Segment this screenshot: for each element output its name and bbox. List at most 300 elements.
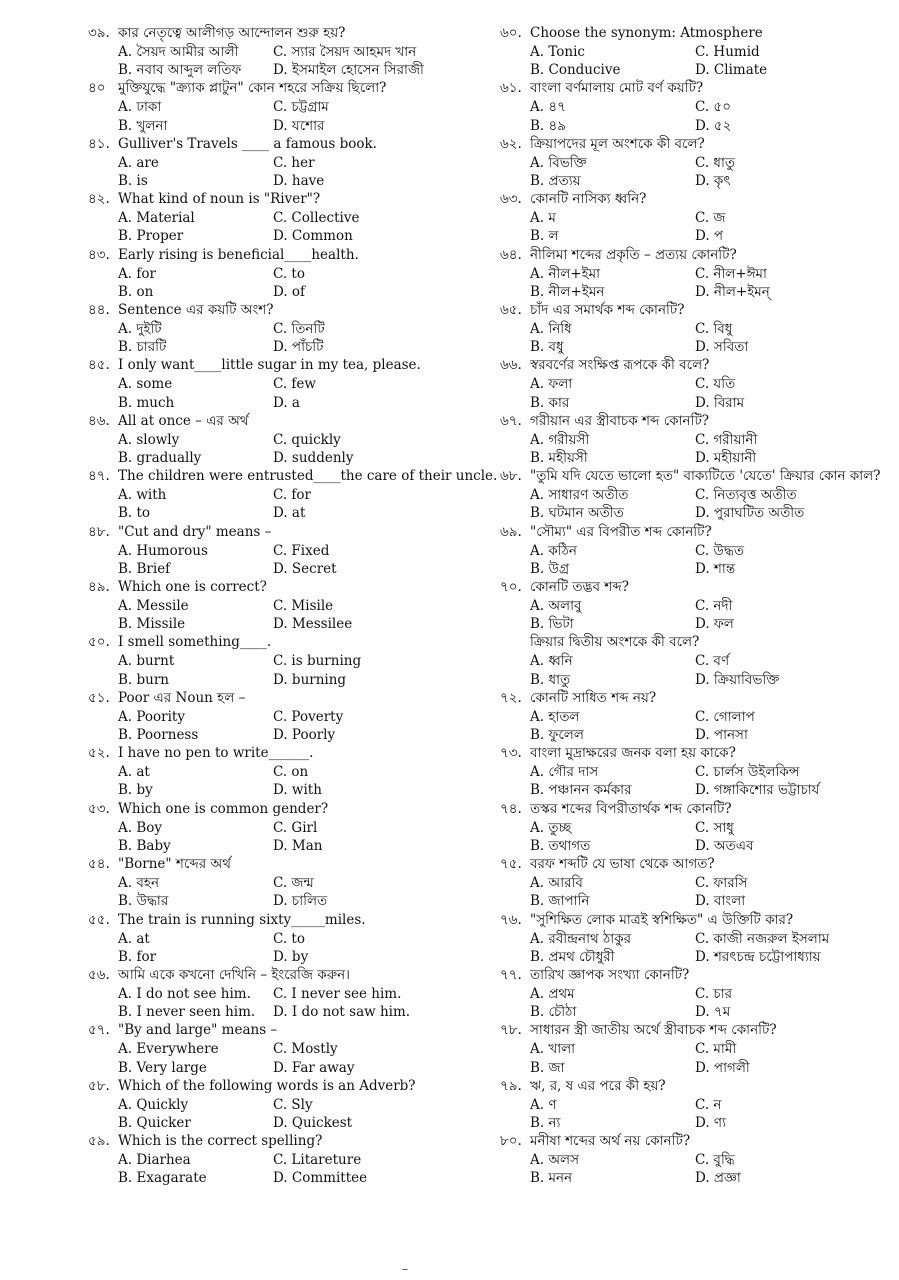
question-item bbox=[500, 1132, 875, 1187]
answer-option: A. গরীয়সী bbox=[530, 431, 590, 448]
answer-option: A. দুইটি bbox=[118, 321, 162, 338]
question-number: ৪৮. bbox=[88, 523, 110, 540]
question-item bbox=[88, 301, 433, 356]
question-item bbox=[500, 523, 875, 578]
answer-option: C. ন bbox=[695, 1096, 722, 1113]
question-line bbox=[88, 1077, 433, 1096]
question-item bbox=[500, 689, 875, 744]
answer-option: A. slowly bbox=[118, 431, 180, 448]
question-number: ৬২. bbox=[500, 135, 522, 152]
question-number: ৫৭. bbox=[88, 1022, 110, 1039]
question-text: Which one is common gender? bbox=[118, 800, 329, 817]
answer-option: B. ভিটা bbox=[530, 616, 574, 633]
answer-option: C. I never see him. bbox=[273, 985, 402, 1002]
answer-option: B. উগ্র bbox=[530, 560, 570, 577]
question-number: ৫৮. bbox=[88, 1077, 110, 1094]
options-grid bbox=[500, 652, 875, 688]
answer-option: B. Missile bbox=[118, 616, 186, 633]
question-text: মনীষা শব্দের অর্থ নয় কোনটি? bbox=[530, 1133, 691, 1150]
answer-option: D. Committee bbox=[273, 1170, 368, 1187]
question-number: ৬৭. bbox=[500, 412, 522, 429]
question-line bbox=[88, 1132, 433, 1151]
answer-option: A. some bbox=[118, 376, 173, 393]
answer-option: D. Climate bbox=[695, 62, 768, 79]
answer-option: B. খুলনা bbox=[118, 117, 168, 134]
question-item bbox=[88, 79, 433, 134]
answer-option: B. burn bbox=[118, 671, 169, 688]
question-text: কার নেতৃত্বে আলীগড় আন্দোলন শুরু হয়? bbox=[118, 25, 346, 41]
question-item bbox=[500, 1021, 875, 1076]
answer-option: A. নিধি bbox=[530, 321, 572, 338]
options-grid bbox=[500, 597, 875, 633]
question-number: ৬০. bbox=[500, 25, 522, 41]
question-line bbox=[500, 578, 875, 597]
question-line bbox=[88, 911, 433, 930]
answer-option: A. বিভক্তি bbox=[530, 154, 587, 171]
answer-option: D. নীল+ইমন্ bbox=[695, 283, 770, 300]
options-grid bbox=[500, 486, 875, 522]
question-number: ৬৬. bbox=[500, 357, 522, 374]
answer-option: C. কাজী নজরুল ইসলাম bbox=[695, 930, 830, 947]
answer-option: C. গরীয়ানী bbox=[695, 431, 758, 448]
question-number: ৭৪. bbox=[500, 800, 522, 817]
answer-option: D. Far away bbox=[273, 1059, 355, 1076]
question-text: "সুশিক্ষিত লোক মাত্রই স্বশিক্ষিত" এ উক্তিটি কার? bbox=[530, 911, 794, 928]
question-line bbox=[500, 24, 875, 43]
options-grid bbox=[88, 265, 433, 301]
options-grid bbox=[88, 763, 433, 799]
question-line bbox=[88, 966, 433, 985]
answer-option: C. জন্ম bbox=[273, 875, 314, 892]
question-text: আমি একে কখনো দেখিনি – ইংরেজি করুন। bbox=[118, 966, 350, 983]
answer-option: A. Everywhere bbox=[118, 1041, 219, 1058]
answer-option: D. যশোর bbox=[273, 117, 325, 134]
answer-option: A. হাতল bbox=[530, 708, 580, 725]
answer-option: B. জা bbox=[530, 1059, 565, 1076]
question-text: সাধারন স্ত্রী জাতীয় অর্থে স্ত্রীবাচক শব্দ কোনটি? bbox=[530, 1022, 777, 1039]
question-text: স্বরবর্ণের সংক্ষিপ্ত রূপকে কী বলে? bbox=[530, 357, 710, 374]
question-text: Poor এর Noun হল – bbox=[118, 689, 246, 706]
answer-option: D. Common bbox=[273, 228, 353, 245]
question-line bbox=[500, 523, 875, 542]
options-grid bbox=[500, 763, 875, 799]
answer-option: D. অতএব bbox=[695, 837, 754, 854]
answer-option: A. অলস bbox=[530, 1152, 580, 1169]
answer-option: B. on bbox=[118, 283, 154, 300]
question-line bbox=[88, 79, 433, 98]
answer-option: B. ফুলেল bbox=[530, 727, 584, 744]
question-item bbox=[500, 744, 875, 799]
answer-option: B. gradually bbox=[118, 450, 202, 467]
answer-option: A. I do not see him. bbox=[118, 985, 251, 1002]
question-line bbox=[88, 633, 433, 652]
answer-option: B. মনন bbox=[530, 1170, 573, 1187]
options-grid bbox=[88, 43, 433, 79]
question-text: "Borne" শব্দের অর্থ bbox=[118, 856, 231, 873]
question-item bbox=[500, 246, 875, 301]
question-item bbox=[500, 855, 875, 910]
question-item bbox=[500, 1077, 875, 1132]
answer-option: C. Mostly bbox=[273, 1041, 338, 1058]
answer-option: D. I do not saw him. bbox=[273, 1004, 411, 1021]
options-grid bbox=[88, 597, 433, 633]
question-item bbox=[88, 467, 498, 522]
question-line bbox=[500, 190, 875, 209]
options-grid bbox=[500, 209, 875, 245]
left-column bbox=[88, 24, 498, 1188]
answer-option: D. পাঁচটি bbox=[273, 339, 324, 356]
answer-option: A. আরবি bbox=[530, 875, 583, 892]
question-line bbox=[500, 855, 875, 874]
question-item bbox=[88, 966, 433, 1021]
answer-option: A. Material bbox=[118, 210, 195, 227]
question-text: "By and large" means – bbox=[118, 1022, 278, 1039]
options-grid bbox=[88, 209, 433, 245]
question-line bbox=[88, 744, 433, 763]
question-text: কোনটি সাধিত শব্দ নয়? bbox=[530, 689, 657, 706]
question-text: What kind of noun is "River"? bbox=[118, 191, 321, 208]
answer-option: B. much bbox=[118, 394, 175, 411]
answer-option: A. are bbox=[118, 154, 159, 171]
question-line bbox=[500, 966, 875, 985]
question-line bbox=[88, 467, 498, 486]
question-text: Sentence এর কয়টি অংশ? bbox=[118, 302, 274, 319]
answer-option: B. তথাগত bbox=[530, 837, 591, 854]
question-line bbox=[88, 135, 433, 154]
question-number: ৭৭. bbox=[500, 966, 522, 983]
question-line bbox=[500, 79, 875, 98]
answer-option: D. have bbox=[273, 173, 325, 190]
answer-option: C. চট্টগ্রাম bbox=[273, 99, 329, 116]
answer-option: B. ৪৯ bbox=[530, 117, 567, 134]
options-grid bbox=[88, 320, 433, 356]
options-grid bbox=[500, 98, 875, 134]
question-text: কোনটি তদ্ভব শব্দ? bbox=[530, 579, 629, 596]
answer-option: D. Messilee bbox=[273, 616, 353, 633]
answer-option: C. গোলাপ bbox=[695, 708, 755, 725]
question-text: বাংলা বর্ণমালায় মোট বর্ণ কয়টি? bbox=[530, 80, 704, 97]
question-text: Choose the synonym: Atmosphere bbox=[530, 25, 763, 41]
question-item bbox=[500, 79, 875, 134]
answer-option: D. শান্ত bbox=[695, 560, 736, 577]
answer-option: C. Fixed bbox=[273, 542, 330, 559]
question-text: I smell something____. bbox=[118, 634, 272, 651]
question-number: ৪৪. bbox=[88, 302, 110, 319]
question-item bbox=[88, 800, 433, 855]
options-grid bbox=[500, 320, 875, 356]
options-grid bbox=[88, 1096, 433, 1132]
question-number: ৭৯. bbox=[500, 1077, 522, 1094]
answer-option: D. Man bbox=[273, 837, 323, 854]
answer-option: B. নবাব আব্দুল লতিফ bbox=[118, 62, 242, 79]
answer-option: D. চালিত bbox=[273, 893, 328, 910]
answer-option: C. Poverty bbox=[273, 708, 344, 725]
answer-option: D. পুরাঘটিত অতীত bbox=[695, 505, 805, 522]
question-line bbox=[500, 1132, 875, 1151]
options-grid bbox=[500, 375, 875, 411]
answer-option: C. উদ্ধত bbox=[695, 542, 744, 559]
answer-option: D. পানসা bbox=[695, 727, 748, 744]
options-grid bbox=[88, 819, 433, 855]
answer-option: B. উদ্ধার bbox=[118, 893, 169, 910]
question-line bbox=[500, 911, 875, 930]
answer-option: C. Sly bbox=[273, 1096, 313, 1113]
options-grid bbox=[500, 265, 875, 301]
answer-option: B. চৌঠা bbox=[530, 1004, 577, 1021]
answer-option: A. ধ্বনি bbox=[530, 653, 573, 670]
question-number: ৫৫. bbox=[88, 911, 110, 928]
question-item bbox=[500, 356, 875, 411]
question-number: ৫০. bbox=[88, 634, 110, 651]
answer-option: C. স্যার সৈয়দ আহমদ খান bbox=[273, 44, 417, 60]
options-grid bbox=[88, 542, 433, 578]
options-grid bbox=[500, 154, 875, 190]
answer-option: A. Tonic bbox=[530, 44, 585, 60]
answer-option: C. নদী bbox=[695, 598, 733, 615]
options-grid bbox=[88, 708, 433, 744]
answer-option: B. Very large bbox=[118, 1059, 207, 1076]
answer-option: C. to bbox=[273, 930, 305, 947]
answer-option: B. Baby bbox=[118, 837, 171, 854]
question-number: ৭০. bbox=[500, 579, 522, 596]
answer-option: A. Poority bbox=[118, 708, 185, 725]
answer-option: B. Brief bbox=[118, 560, 171, 577]
question-item bbox=[88, 523, 433, 578]
question-text: Gulliver's Travels ____ a famous book. bbox=[118, 135, 377, 152]
answer-option: C. যতি bbox=[695, 376, 736, 393]
question-item bbox=[88, 1077, 433, 1132]
answer-option: B. is bbox=[118, 173, 148, 190]
answer-option: A. কঠিন bbox=[530, 542, 577, 559]
question-text: বরফ শব্দটি যে ভাষা থেকে আগত? bbox=[530, 856, 715, 873]
question-number: ৭৫. bbox=[500, 856, 522, 873]
answer-option: D. with bbox=[273, 782, 322, 799]
question-item bbox=[500, 966, 875, 1021]
options-grid bbox=[500, 431, 875, 467]
right-column bbox=[500, 24, 881, 1188]
options-grid bbox=[88, 874, 433, 910]
answer-option: A. at bbox=[118, 930, 150, 947]
question-item bbox=[88, 135, 433, 190]
options-grid bbox=[88, 930, 433, 966]
answer-option: D. burning bbox=[273, 671, 347, 688]
answer-option: D. Secret bbox=[273, 560, 337, 577]
answer-option: A. রবীন্দ্রনাথ ঠাকুর bbox=[530, 930, 632, 947]
question-line bbox=[88, 1021, 433, 1040]
question-text: ক্রিয়াপদের মূল অংশকে কী বলে? bbox=[530, 135, 705, 152]
answer-option: A. তুচ্ছ bbox=[530, 819, 572, 836]
answer-option: B. for bbox=[118, 948, 157, 965]
question-line bbox=[88, 523, 433, 542]
question-number: ৭২. bbox=[500, 689, 522, 706]
question-number: ৩৯. bbox=[88, 25, 110, 41]
answer-option: D. পাগলী bbox=[695, 1059, 750, 1076]
answer-option: B. প্রমথ চৌধুরী bbox=[530, 948, 615, 965]
question-item bbox=[88, 744, 433, 799]
question-line bbox=[500, 467, 881, 486]
answer-option: B. by bbox=[118, 782, 153, 799]
answer-option: B. পঞ্চানন কর্মকার bbox=[530, 782, 632, 799]
answer-option: A. Messile bbox=[118, 598, 189, 615]
answer-option: D. suddenly bbox=[273, 450, 354, 467]
answer-option: C. Misile bbox=[273, 598, 334, 615]
answer-option: C. Collective bbox=[273, 210, 360, 227]
question-number: ৮০. bbox=[500, 1133, 522, 1150]
question-text: The train is running sixty_____miles. bbox=[118, 911, 366, 928]
options-grid bbox=[88, 486, 433, 522]
question-number: ৫৬. bbox=[88, 966, 110, 983]
options-grid bbox=[500, 930, 875, 966]
question-line bbox=[88, 24, 433, 43]
answer-option: B. Quicker bbox=[118, 1114, 191, 1131]
question-line bbox=[500, 135, 875, 154]
options-grid bbox=[500, 1040, 875, 1076]
question-text: "সৌম্য" এর বিপরীত শব্দ কোনটি? bbox=[530, 523, 712, 540]
answer-option: A. খালা bbox=[530, 1041, 576, 1058]
question-text: I have no pen to write______. bbox=[118, 745, 314, 762]
answer-option: C. Litareture bbox=[273, 1152, 362, 1169]
answer-option: C. নিত্যবৃত্ত অতীত bbox=[695, 487, 797, 504]
answer-option: A. প্রথম bbox=[530, 985, 575, 1002]
question-number: ৫২. bbox=[88, 745, 110, 762]
question-item bbox=[500, 24, 875, 79]
answer-option: D. ইসমাইল হোসেন সিরাজী bbox=[273, 62, 424, 79]
answer-option: C. জ bbox=[695, 210, 726, 227]
answer-option: C. for bbox=[273, 487, 312, 504]
question-text: চাঁদ এর সমার্থক শব্দ কোনটি? bbox=[530, 302, 685, 319]
question-number: ৬৮. bbox=[500, 468, 522, 485]
question-text: ক্রিয়ার দ্বিতীয় অংশকে কী বলে? bbox=[530, 634, 700, 651]
question-line bbox=[88, 301, 433, 320]
question-text: I only want____little sugar in my tea, please. bbox=[118, 357, 421, 374]
answer-option: A. নীল+ইমা bbox=[530, 265, 601, 282]
answer-option: C. ৫০ bbox=[695, 99, 731, 116]
answer-option: B. জাপানি bbox=[530, 893, 590, 910]
options-grid bbox=[500, 874, 875, 910]
question-line bbox=[500, 1021, 875, 1040]
answer-option: C. Humid bbox=[695, 44, 760, 60]
page-footer-mark: – bbox=[402, 1262, 408, 1276]
answer-option: A. গৌর দাস bbox=[530, 764, 599, 781]
answer-option: A. সৈয়দ আমীর আলী bbox=[118, 44, 239, 60]
question-item bbox=[88, 689, 433, 744]
answer-option: B. প্রত্যয় bbox=[530, 173, 581, 190]
answer-option: B. ল bbox=[530, 228, 559, 245]
options-grid bbox=[500, 1096, 875, 1132]
question-number: ৫৩. bbox=[88, 800, 110, 817]
answer-option: B. Proper bbox=[118, 228, 184, 245]
question-number: ৫৯. bbox=[88, 1133, 110, 1150]
question-text: গরীয়ান এর স্ত্রীবাচক শব্দ কোনটি? bbox=[530, 412, 710, 429]
question-item bbox=[88, 1021, 433, 1076]
answer-option: A. Diarhea bbox=[118, 1152, 191, 1169]
answer-option: D. of bbox=[273, 283, 306, 300]
answer-option: D. ফল bbox=[695, 616, 734, 633]
question-item bbox=[500, 633, 875, 688]
question-number: ৫১. bbox=[88, 689, 110, 706]
answer-option: D. শরৎচন্দ্র চট্টোপাধ্যায় bbox=[695, 948, 821, 965]
answer-option: C. চার bbox=[695, 985, 733, 1002]
answer-option: D. ৭ম bbox=[695, 1004, 731, 1021]
question-line bbox=[88, 356, 433, 375]
question-item bbox=[500, 190, 875, 245]
answer-option: D. ৫২ bbox=[695, 117, 732, 134]
answer-option: A. অলাবু bbox=[530, 598, 582, 615]
answer-option: C. বিধু bbox=[695, 321, 733, 338]
question-line bbox=[88, 855, 433, 874]
question-item bbox=[88, 633, 433, 688]
question-text: Which one is correct? bbox=[118, 579, 267, 596]
answer-option: A. Quickly bbox=[118, 1096, 189, 1113]
question-number: ৬৩. bbox=[500, 191, 522, 208]
options-grid bbox=[500, 43, 875, 79]
question-line bbox=[88, 246, 433, 265]
answer-option: A. ৪৭ bbox=[530, 99, 566, 116]
question-item bbox=[88, 1132, 433, 1187]
answer-option: C. few bbox=[273, 376, 316, 393]
question-line bbox=[88, 412, 433, 431]
answer-option: C. বুদ্ধি bbox=[695, 1152, 735, 1169]
question-line bbox=[88, 190, 433, 209]
answer-option: B. to bbox=[118, 505, 151, 522]
answer-option: B. চারটি bbox=[118, 339, 167, 356]
answer-option: C. সাধু bbox=[695, 819, 734, 836]
question-line bbox=[500, 744, 875, 763]
question-line bbox=[500, 689, 875, 708]
question-item bbox=[500, 578, 875, 633]
options-grid bbox=[88, 985, 433, 1021]
question-number: ৪৫. bbox=[88, 357, 110, 374]
question-item bbox=[500, 135, 875, 190]
question-line bbox=[500, 1077, 875, 1096]
answer-option: A. ণ bbox=[530, 1096, 557, 1113]
answer-option: C. quickly bbox=[273, 431, 341, 448]
answer-option: B. I never seen him. bbox=[118, 1004, 256, 1021]
question-text: ঋ, র, ষ এর পরে কী হয়? bbox=[530, 1077, 666, 1094]
question-item bbox=[500, 412, 875, 467]
question-number: ৪২. bbox=[88, 191, 110, 208]
question-item bbox=[88, 911, 433, 966]
options-grid bbox=[500, 542, 875, 578]
answer-option: D. ক্রিয়াবিভক্তি bbox=[695, 671, 780, 688]
answer-option: C. বর্ণ bbox=[695, 653, 730, 670]
answer-option: C. নীল+ঈমা bbox=[695, 265, 767, 282]
question-text: তস্কর শব্দের বিপরীতার্থক শব্দ কোনটি? bbox=[530, 800, 732, 817]
options-grid bbox=[500, 708, 875, 744]
answer-option: D. প bbox=[695, 228, 724, 245]
question-text: কোনটি নাসিক্য ধ্বনি? bbox=[530, 191, 647, 208]
options-grid bbox=[88, 154, 433, 190]
options-grid bbox=[500, 1151, 875, 1187]
question-item bbox=[88, 190, 433, 245]
question-line bbox=[88, 800, 433, 819]
options-grid bbox=[88, 652, 433, 688]
answer-option: D. প্রজ্ঞা bbox=[695, 1170, 741, 1187]
answer-option: B. ঘটমান অতীত bbox=[530, 505, 624, 522]
answer-option: D. বিরাম bbox=[695, 394, 745, 411]
answer-option: A. ঢাকা bbox=[118, 99, 162, 116]
answer-option: D. কৃৎ bbox=[695, 173, 731, 190]
answer-option: B. ন্য bbox=[530, 1114, 561, 1131]
question-text: বাংলা মুদ্রাক্ষরের জনক বলা হয় কাকে? bbox=[530, 745, 736, 762]
question-number: ৭৮. bbox=[500, 1022, 522, 1039]
question-number: ৪০ bbox=[88, 80, 106, 97]
question-text: Early rising is beneficial____health. bbox=[118, 246, 359, 263]
answer-option: B. ধাতু bbox=[530, 671, 571, 688]
answer-option: A. at bbox=[118, 764, 150, 781]
question-item bbox=[88, 246, 433, 301]
options-grid bbox=[88, 1040, 433, 1076]
